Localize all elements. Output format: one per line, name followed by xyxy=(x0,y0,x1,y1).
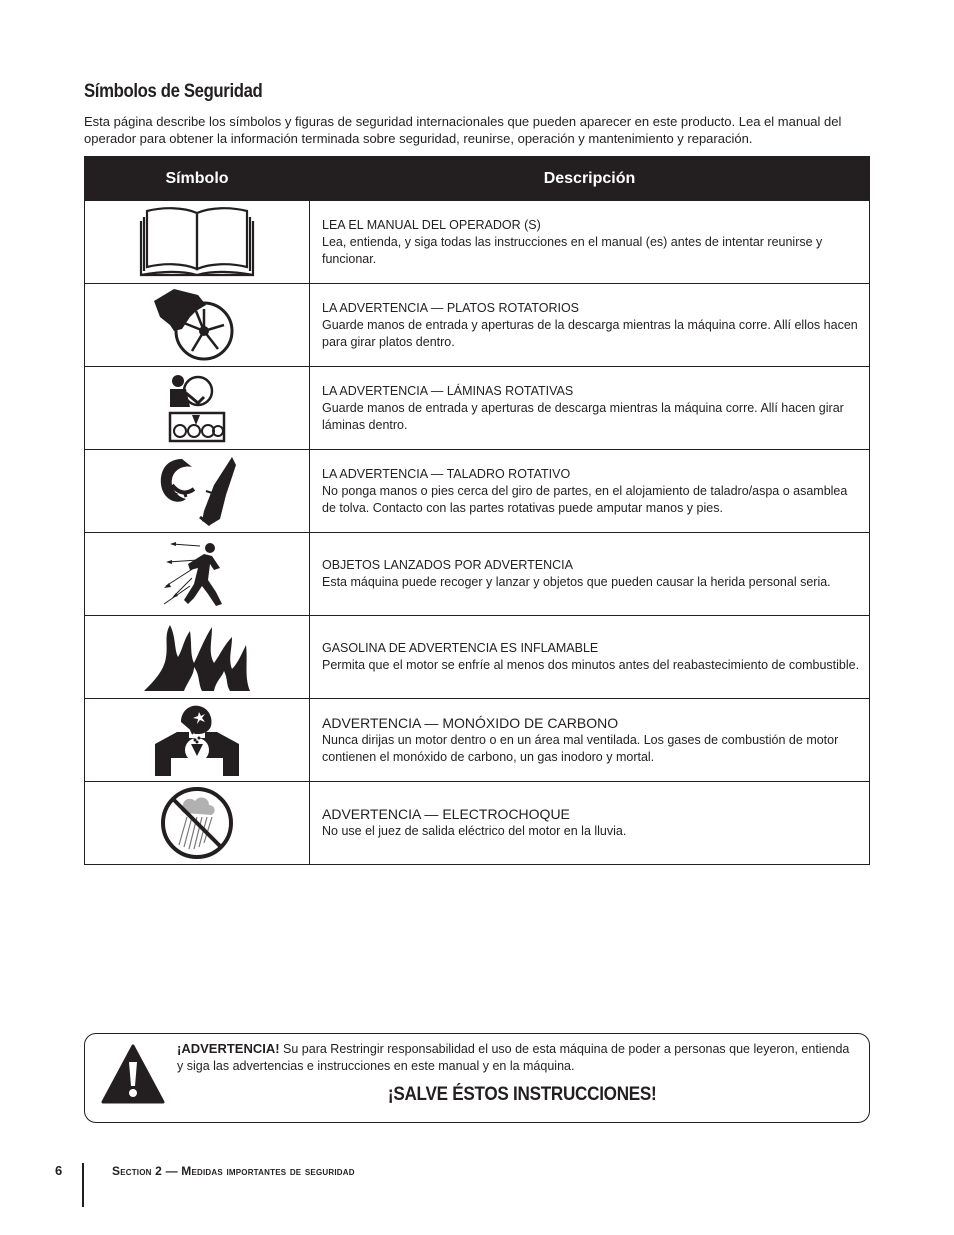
row-heading: GASOLINA DE ADVERTENCIA ES INFLAMABLE xyxy=(322,641,599,655)
row-text: Nunca dirijas un motor dentro o en un área mal ventilada. Los gases de combustión de motor contienen el monóxido de carbono, un gas inodoro y mortal. xyxy=(322,732,839,764)
flame-icon xyxy=(144,621,250,693)
rotating-plates-hand-icon xyxy=(152,287,242,363)
row-heading: OBJETOS LANZADOS POR ADVERTENCIA xyxy=(322,558,573,572)
table-row xyxy=(85,782,870,865)
row-text: Guarde manos de entrada y aperturas de la descarga mientras la máquina corre. Allí ellos hacen para girar platos dentro. xyxy=(322,317,858,349)
rotating-blades-icon xyxy=(168,373,226,443)
row-heading: LEA EL MANUAL DEL OPERADOR (S) xyxy=(322,217,541,232)
carbon-monoxide-icon xyxy=(155,704,239,776)
column-header-symbol: Símbolo xyxy=(85,157,310,201)
warning-label: ¡ADVERTENCIA! xyxy=(177,1041,280,1056)
row-heading: LA ADVERTENCIA — TALADRO ROTATIVO xyxy=(322,466,571,481)
rotating-auger-icon xyxy=(156,455,238,527)
warning-body: Su para Restringir responsabilidad el uso de esta máquina de poder a personas que leyeron, entienda y siga las advertencias e instrucciones en este manual y en la máquina. xyxy=(177,1042,850,1073)
table-row xyxy=(85,450,870,533)
row-text: Guarde manos de entrada y aperturas de descarga mientras la máquina corre. Allí hacen girar láminas dentro. xyxy=(322,400,844,432)
row-heading: LA ADVERTENCIA — PLATOS ROTATORIOS xyxy=(322,300,580,315)
no-rain-icon xyxy=(159,785,235,861)
table-row xyxy=(85,201,870,284)
row-heading: LA ADVERTENCIA — LÁMINAS ROTATIVAS xyxy=(322,383,574,398)
book-icon xyxy=(135,205,259,279)
table-row xyxy=(85,284,870,367)
section-title: Section 2 — Medidas importantes de seguridad xyxy=(112,1164,355,1178)
page-title: Símbolos de Seguridad xyxy=(84,81,263,102)
page-number: 6 xyxy=(55,1163,63,1178)
save-instructions-heading: ¡SALVE ÉSTOS INSTRUCCIONES! xyxy=(387,1084,657,1105)
column-header-description: Descripción xyxy=(310,157,870,201)
table-header-row xyxy=(85,157,870,201)
table-row xyxy=(85,533,870,616)
row-heading: ADVERTENCIA — ELECTROCHOQUE xyxy=(322,806,570,822)
warning-box xyxy=(84,1033,870,1123)
row-text: No ponga manos o pies cerca del giro de partes, en el alojamiento de taladro/aspa o asamblea de tolva. Contacto con las partes rotativas puede amputar manos y pies. xyxy=(322,483,848,515)
warning-text xyxy=(177,1040,857,1075)
intro-paragraph: Esta página describe los símbolos y figuras de seguridad internacionales que pueden aparecer en este producto. Lea el manual del operador para obtener la información terminada sobre seguridad, reunirse, operación y mantenimiento y reparación. xyxy=(84,114,842,146)
row-heading: ADVERTENCIA — MONÓXIDO DE CARBONO xyxy=(322,714,619,731)
table-row xyxy=(85,699,870,782)
row-text: No use el juez de salida eléctrico del motor en la lluvia. xyxy=(322,824,627,838)
row-text: Lea, entienda, y siga todas las instrucciones en el manual (es) antes de intentar reunirse y funcionar. xyxy=(322,234,823,266)
table-row xyxy=(85,616,870,699)
thrown-objects-icon xyxy=(160,538,234,610)
safety-symbols-table xyxy=(84,156,870,865)
table-row xyxy=(85,367,870,450)
footer-divider xyxy=(82,1163,84,1207)
row-text: Permita que el motor se enfríe al menos dos minutos antes del reabastecimiento de combustible. xyxy=(322,658,860,672)
row-text: Esta máquina puede recoger y lanzar y objetos que pueden causar la herida personal seria. xyxy=(322,575,831,589)
